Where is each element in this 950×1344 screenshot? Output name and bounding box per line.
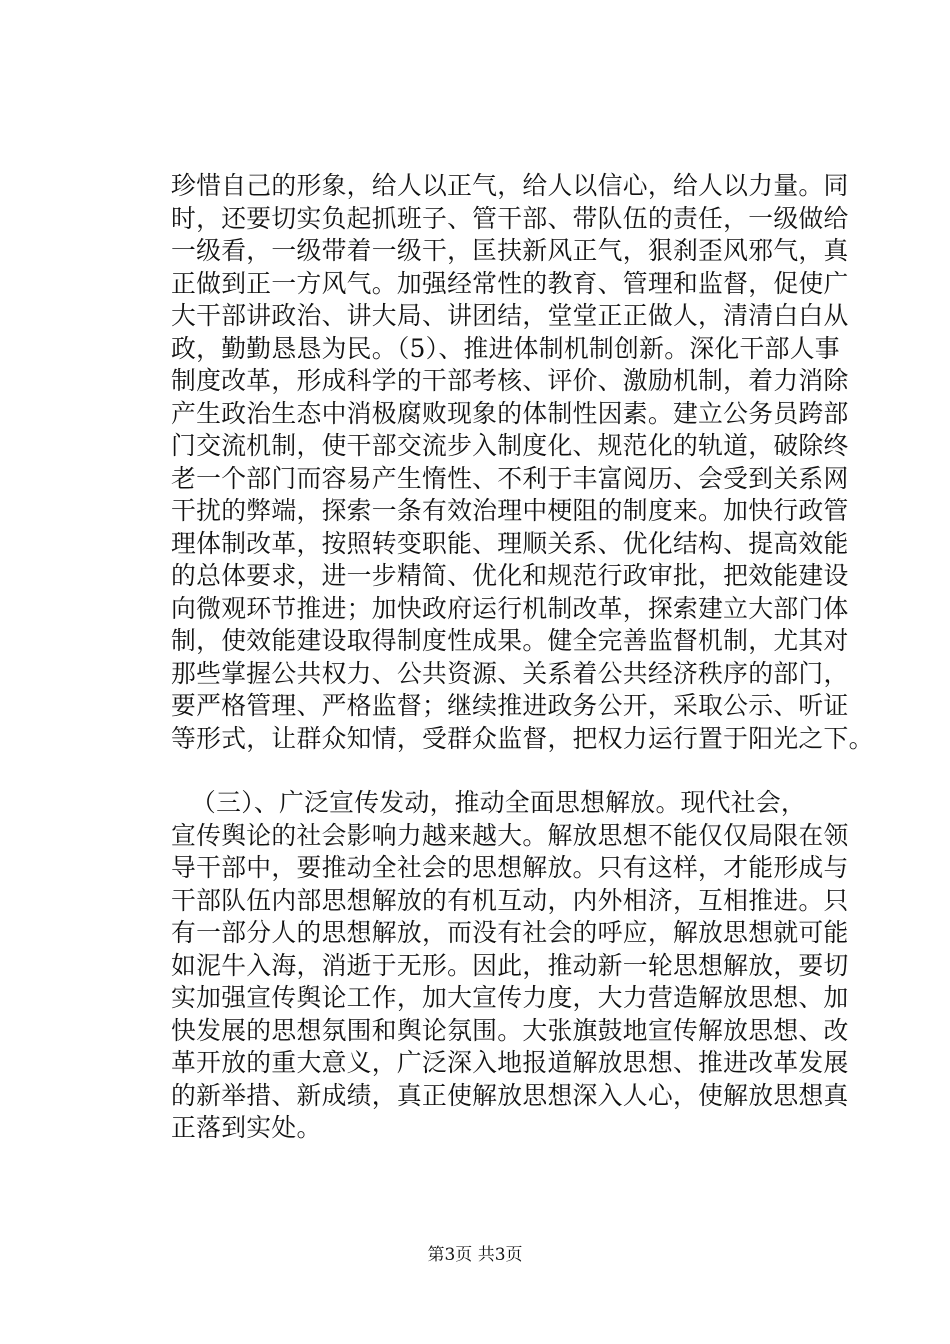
page-footer: 第3页 共3页 [427, 1245, 523, 1265]
text-line: 导干部中，要推动全社会的思想解放。只有这样，才能形成与 [171, 853, 849, 882]
text-line: 那些掌握公共权力、公共资源、关系着公共经济秩序的部门， [171, 658, 849, 688]
text-line: 等形式，让群众知情，受群众监督，把权力运行置于阳光之下。 [171, 723, 874, 753]
text-line: 产生政治生态中消极腐败现象的体制性因素。建立公务员跨部 [171, 398, 849, 428]
text-line: 老一个部门而容易产生惰性、不利于丰富阅历、会受到关系网 [171, 463, 849, 493]
text-line: 干部队伍内部思想解放的有机互动，内外相济，互相推进。只 [171, 885, 849, 915]
text-line: 有一部分人的思想解放，而没有社会的呼应，解放思想就可能 [171, 918, 849, 947]
text-line: 大干部讲政治、讲大局、讲团结，堂堂正正做人，清清白白从 [171, 301, 849, 330]
text-line: 要严格管理、严格监督；继续推进政务公开，采取公示、听证 [171, 691, 849, 720]
text-line: 门交流机制，使干部交流步入制度化、规范化的轨道，破除终 [171, 431, 849, 460]
text-line: 时，还要切实负起抓班子、管干部、带队伍的责任，一级做给 [171, 203, 849, 233]
text-line: 快发展的思想氛围和舆论氛围。大张旗鼓地宣传解放思想、改 [171, 1015, 849, 1045]
text-line: 一级看，一级带着一级干，匡扶新风正气，狠刹歪风邪气，真 [171, 236, 849, 265]
paragraph-1 [171, 170, 874, 755]
text-line: 制度改革，形成科学的干部考核、评价、激励机制，着力消除 [171, 366, 849, 395]
text-line: 干扰的弊端，探索一条有效治理中梗阻的制度来。加快行政管 [171, 496, 849, 525]
text-line: 革开放的重大意义，广泛深入地报道解放思想、推进改革发展 [171, 1048, 849, 1077]
text-line: 的总体要求，进一步精简、优化和规范行政审批，把效能建设 [171, 561, 849, 590]
text-line: 理体制改革，按照转变职能、理顺关系、优化结构、提高效能 [171, 528, 849, 558]
text-line: 正做到正一方风气。加强经常性的教育、管理和监督，促使广 [171, 268, 849, 298]
text-line: 如泥牛入海，消逝于无形。因此，推动新一轮思想解放，要切 [171, 950, 849, 980]
paragraph-spacer [171, 755, 783, 787]
text-line-indented: （三）、广泛宣传发动，推动全面思想解放。现代社会， [191, 788, 807, 817]
text-line: 珍惜自己的形象，给人以正气，给人以信心，给人以力量。同 [171, 171, 849, 200]
text-line: 宣传舆论的社会影响力越来越大。解放思想不能仅仅局限在领 [171, 820, 849, 850]
text-line: 正落到实处。 [171, 1113, 322, 1142]
document-body [171, 170, 874, 1145]
text-line: 向微观环节推进；加快政府运行机制改革，探索建立大部门体 [171, 593, 849, 623]
paragraph-2 [171, 787, 849, 1145]
text-line: 政，勤勤恳恳为民。（5）、推进体制机制创新。深化干部人事 [171, 333, 840, 363]
text-line: 制，使效能建设取得制度性成果。健全完善监督机制，尤其对 [171, 626, 849, 655]
text-line: 的新举措、新成绩，真正使解放思想深入人心，使解放思想真 [171, 1080, 849, 1110]
text-line: 实加强宣传舆论工作，加大宣传力度，大力营造解放思想、加 [171, 983, 849, 1012]
